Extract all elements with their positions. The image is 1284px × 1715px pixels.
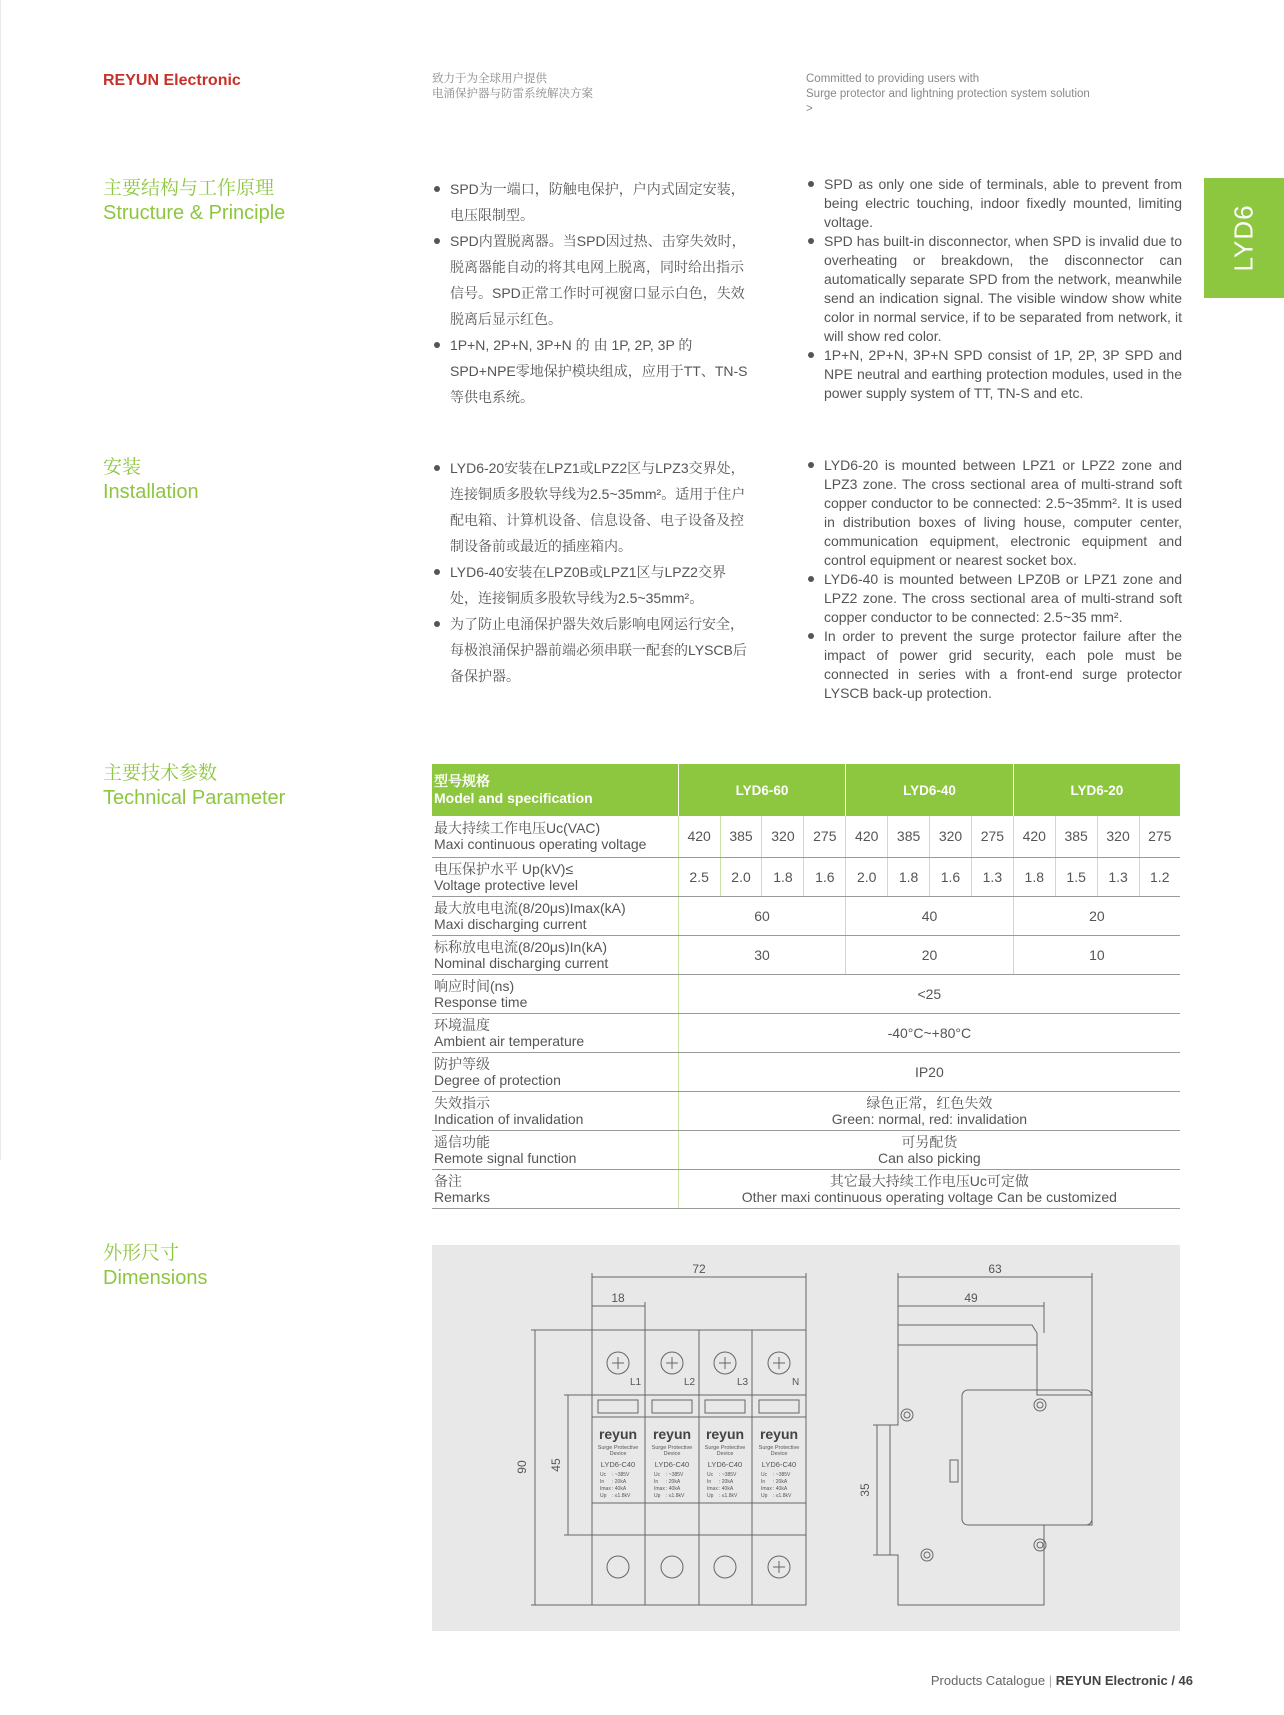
svg-text:LYD6-C40: LYD6-C40 — [761, 1460, 797, 1469]
table-cell: 1.8 — [762, 857, 804, 896]
tagline-en — [806, 72, 1090, 117]
dim-label-90: 90 — [515, 1460, 529, 1474]
table-cell — [678, 1169, 1180, 1208]
page-edge — [0, 0, 1, 1160]
table-cell — [678, 1130, 1180, 1169]
cell-text-cn: 其它最大持续工作电压Uc可定做 — [829, 1172, 1029, 1189]
table-cell: 1.5 — [1055, 857, 1097, 896]
svg-text:reyun: reyun — [652, 1426, 692, 1442]
table-cell: 30 — [678, 935, 846, 974]
row-label: 电压保护水平 Up(kV)≤ Voltage protective level — [432, 857, 678, 896]
svg-text:: ~385V: : ~385V — [666, 1472, 684, 1478]
svg-text:Device: Device — [716, 1451, 734, 1457]
pole-label: L1 — [630, 1377, 642, 1388]
row-label: 防护等级 Degree of protection — [432, 1052, 678, 1091]
table-cell: -40°C~+80°C — [678, 1013, 1180, 1052]
list-item: LYD6-40安装在LPZ0B或LPZ1区与LPZ2交界处，连接铜质多股软导线为2.5~35mm²。 — [432, 559, 752, 611]
section-installation-title — [103, 456, 199, 504]
svg-text:: ~385V: : ~385V — [773, 1472, 791, 1478]
table-row-remote — [432, 1130, 1180, 1169]
list-item: SPD as only one side of terminals, able to prevent from being electric touching, indoor fixedly mounted, limiting voltage. — [806, 175, 1182, 232]
section-technical-title — [103, 762, 285, 810]
section-structure-title — [103, 177, 285, 225]
structure-list-en — [806, 175, 1182, 403]
table-cell: 2.5 — [678, 857, 720, 896]
svg-text:: 40kA: : 40kA — [612, 1486, 627, 1492]
table-cell: 385 — [1055, 816, 1097, 857]
svg-text:In: In — [707, 1479, 712, 1485]
dim-label-63: 63 — [988, 1262, 1002, 1276]
svg-text:: ~385V: : ~385V — [612, 1472, 630, 1478]
table-cell: 1.3 — [1097, 857, 1139, 896]
svg-text:: 20kA: : 20kA — [666, 1479, 681, 1485]
table-cell — [678, 1091, 1180, 1130]
table-cell: 1.6 — [930, 857, 972, 896]
svg-text:Uc: Uc — [600, 1472, 607, 1478]
installation-list-cn — [432, 455, 752, 689]
side-tab-label: LYD6 — [1228, 204, 1259, 272]
brand-name: REYUN Electronic — [103, 72, 241, 89]
list-item: LYD6-20 is mounted between LPZ1 or LPZ2 zone and LPZ3 zone. The cross sectional area of multi-strand soft copper conductor to be connected: 2.5~35mm². It is used in distribution boxes of living house, computer center, communication equipment, electronic equipment and control equipment or nearest socket box. — [806, 456, 1182, 570]
section-title-cn: 外形尺寸 — [103, 1243, 180, 1264]
tagline-cn — [432, 72, 593, 102]
svg-text:In: In — [654, 1479, 659, 1485]
table-cell: 320 — [930, 816, 972, 857]
svg-text:Surge Protective: Surge Protective — [758, 1445, 800, 1451]
svg-text:: ≤1.8kV: : ≤1.8kV — [719, 1493, 738, 1499]
table-cell: 1.8 — [1013, 857, 1055, 896]
section-title-en: Installation — [103, 481, 199, 503]
cell-text-cn: 绿色正常，红色失效 — [866, 1094, 993, 1111]
svg-text:Surge Protective: Surge Protective — [704, 1445, 746, 1451]
footer-page-number: / 46 — [1171, 1673, 1193, 1688]
structure-list-cn — [432, 176, 752, 410]
cell-text-cn: 可另配货 — [901, 1133, 958, 1150]
svg-text:: ~385V: : ~385V — [719, 1472, 737, 1478]
pole-label: L3 — [737, 1377, 749, 1388]
page-footer — [931, 1673, 1193, 1688]
svg-text:Surge Protective: Surge Protective — [597, 1445, 639, 1451]
section-title-en: Dimensions — [103, 1267, 208, 1289]
table-cell: 385 — [720, 816, 762, 857]
section-title-en: Structure & Principle — [103, 202, 286, 224]
svg-text:Uc: Uc — [654, 1472, 661, 1478]
svg-text:Imax: Imax — [600, 1486, 611, 1492]
cell-text-en: Can also picking — [877, 1149, 981, 1166]
svg-text:reyun: reyun — [598, 1426, 638, 1442]
table-row-in — [432, 935, 1180, 974]
table-row-response — [432, 974, 1180, 1013]
svg-text:: 20kA: : 20kA — [773, 1479, 788, 1485]
table-cell: 20 — [846, 935, 1014, 974]
svg-text:reyun: reyun — [705, 1426, 745, 1442]
spec-header-row — [432, 764, 1180, 816]
table-row-uc — [432, 816, 1180, 857]
section-title-cn: 主要结构与工作原理 — [103, 178, 275, 199]
svg-text:reyun: reyun — [759, 1426, 799, 1442]
table-cell: 2.0 — [720, 857, 762, 896]
table-cell: 2.0 — [846, 857, 888, 896]
svg-text:Surge Protective: Surge Protective — [651, 1445, 693, 1451]
row-label: 最大放电电流(8/20μs)Imax(kA) Maxi discharging current — [432, 896, 678, 935]
table-cell: 385 — [888, 816, 930, 857]
list-item: SPD has built-in disconnector, when SPD is invalid due to overheating or breakdown, the disconnector can automatically separate SPD from the network, meanwhile send an indication signal. The visible window show white color in normal service, if to be separated from network, it will show red color. — [806, 232, 1182, 346]
table-cell: 320 — [1097, 816, 1139, 857]
svg-text:LYD6-C40: LYD6-C40 — [600, 1460, 636, 1469]
table-cell: 275 — [804, 816, 846, 857]
svg-text:: ≤1.8kV: : ≤1.8kV — [666, 1493, 685, 1499]
svg-text:Imax: Imax — [761, 1486, 772, 1492]
table-row-temp — [432, 1013, 1180, 1052]
list-item: 1P+N, 2P+N, 3P+N 的 由 1P, 2P, 3P 的 SPD+NPE零地保护模块组成，应用于TT、TN-S等供电系统。 — [432, 332, 752, 410]
table-cell: 1.3 — [971, 857, 1013, 896]
section-title-cn: 安装 — [103, 457, 142, 478]
side-view-outline — [890, 1325, 1092, 1605]
footer-separator: | — [1048, 1673, 1056, 1688]
tagline-cn-line: 电涌保护器与防雷系统解决方案 — [432, 88, 593, 100]
table-row-up — [432, 857, 1180, 896]
list-item: 为了防止电涌保护器失效后影响电网运行安全，每极浪涌保护器前端必须串联一配套的LYSCB后备保护器。 — [432, 611, 752, 689]
list-item: SPD内置脱离器。当SPD因过热、击穿失效时，脱离器能自动的将其电网上脱离，同时给出指示信号。SPD正常工作时可视窗口显示白色，失效脱离后显示红色。 — [432, 228, 752, 332]
model-header: LYD6-40 — [846, 764, 1014, 816]
table-cell: <25 — [678, 974, 1180, 1013]
tagline-cn-line: 致力于为全球用户提供 — [432, 73, 547, 85]
svg-text:: ≤1.8kV: : ≤1.8kV — [612, 1493, 631, 1499]
svg-text:Up: Up — [654, 1493, 661, 1499]
tagline-en-line: Committed to providing users with — [806, 73, 980, 85]
table-row-indication — [432, 1091, 1180, 1130]
list-item: 1P+N, 2P+N, 3P+N SPD consist of 1P, 2P, 3P SPD and NPE neutral and earthing protection modules, used in the power supply system of TT, TN-S and etc. — [806, 346, 1182, 403]
svg-text:: 40kA: : 40kA — [666, 1486, 681, 1492]
footer-brand: REYUN Electronic — [1055, 1673, 1168, 1688]
side-tab — [1204, 178, 1284, 298]
svg-text:Uc: Uc — [707, 1472, 714, 1478]
svg-text:LYD6-C40: LYD6-C40 — [707, 1460, 743, 1469]
svg-text:Imax: Imax — [707, 1486, 718, 1492]
spec-header-label-cn: 型号规格 — [434, 773, 490, 789]
table-row-remarks — [432, 1169, 1180, 1208]
footer-catalogue: Products Catalogue — [930, 1673, 1046, 1688]
dim-label-49: 49 — [964, 1291, 978, 1305]
pole-label: N — [792, 1377, 800, 1388]
row-label: 失效指示 Indication of invalidation — [432, 1091, 678, 1130]
table-cell: 20 — [1013, 896, 1180, 935]
dim-label-18: 18 — [611, 1291, 625, 1305]
table-cell: 1.6 — [804, 857, 846, 896]
tagline-en-arrow: > — [806, 103, 813, 115]
svg-text:Device: Device — [663, 1451, 681, 1457]
table-cell: 420 — [678, 816, 720, 857]
table-cell: 275 — [971, 816, 1013, 857]
row-label: 环境温度 Ambient air temperature — [432, 1013, 678, 1052]
pole-label: L2 — [684, 1377, 696, 1388]
table-row-imax — [432, 896, 1180, 935]
section-title-cn: 主要技术参数 — [103, 763, 218, 784]
list-item: In order to prevent the surge protector failure after the impact of power grid security, each pole must be connected in series with a front-end surge protector LYSCB back-up protection. — [806, 627, 1182, 703]
table-row-protection — [432, 1052, 1180, 1091]
installation-list-en — [806, 456, 1182, 703]
row-label: 最大持续工作电压Uc(VAC) Maxi continuous operating voltage — [432, 816, 678, 857]
dim-label-45: 45 — [549, 1458, 563, 1472]
table-cell: 10 — [1013, 935, 1180, 974]
svg-text:Up: Up — [707, 1493, 714, 1499]
svg-text:Up: Up — [761, 1493, 768, 1499]
svg-text:Up: Up — [600, 1493, 607, 1499]
table-cell: 40 — [846, 896, 1014, 935]
svg-text:: 40kA: : 40kA — [719, 1486, 734, 1492]
row-label: 响应时间(ns) Response time — [432, 974, 678, 1013]
row-label: 遥信功能 Remote signal function — [432, 1130, 678, 1169]
svg-text:: ≤1.8kV: : ≤1.8kV — [773, 1493, 792, 1499]
dimension-drawing-svg — [432, 1245, 1180, 1631]
model-header: LYD6-20 — [1013, 764, 1180, 816]
list-item: LYD6-40 is mounted between LPZ0B or LPZ1 zone and LPZ2 zone. The cross sectional area of multi-strand soft copper conductor to be connected: 2.5~35 mm². — [806, 570, 1182, 627]
section-title-en: Technical Parameter — [103, 787, 286, 809]
table-cell: 60 — [678, 896, 846, 935]
section-dimensions-title — [103, 1242, 207, 1290]
svg-text:Imax: Imax — [654, 1486, 665, 1492]
table-cell: 420 — [1013, 816, 1055, 857]
svg-text:In: In — [600, 1479, 605, 1485]
table-cell: 1.2 — [1139, 857, 1180, 896]
row-label: 标称放电电流(8/20μs)In(kA) Nominal discharging current — [432, 935, 678, 974]
svg-text:: 20kA: : 20kA — [612, 1479, 627, 1485]
dim-label-35: 35 — [858, 1483, 872, 1497]
tagline-en-line: Surge protector and lightning protection system solution — [806, 88, 1090, 100]
svg-text:Device: Device — [609, 1451, 627, 1457]
row-label: 备注 Remarks — [432, 1169, 678, 1208]
svg-text:: 20kA: : 20kA — [719, 1479, 734, 1485]
svg-text:Uc: Uc — [761, 1472, 768, 1478]
svg-text:LYD6-C40: LYD6-C40 — [654, 1460, 690, 1469]
svg-text:Device: Device — [770, 1451, 788, 1457]
model-header: LYD6-60 — [678, 764, 846, 816]
cell-text-en: Green: normal, red: invalidation — [831, 1110, 1028, 1127]
table-cell: 320 — [762, 816, 804, 857]
spec-table — [432, 764, 1180, 1209]
svg-text:In: In — [761, 1479, 766, 1485]
table-cell: 275 — [1139, 816, 1180, 857]
cell-text-en: Other maxi continuous operating voltage Can be customized — [741, 1188, 1117, 1205]
spec-header-label — [432, 764, 678, 816]
table-cell: IP20 — [678, 1052, 1180, 1091]
table-cell: 1.8 — [888, 857, 930, 896]
table-cell: 420 — [846, 816, 888, 857]
dimension-drawing — [432, 1245, 1180, 1631]
list-item: LYD6-20安装在LPZ1或LPZ2区与LPZ3交界处，连接铜质多股软导线为2.5~35mm²。适用于住户配电箱、计算机设备、信息设备、电子设备及控制设备前或最近的插座箱内。 — [432, 455, 752, 559]
list-item: SPD为一端口，防触电保护，户内式固定安装，电压限制型。 — [432, 176, 752, 228]
dim-label-72: 72 — [692, 1262, 706, 1276]
svg-text:: 40kA: : 40kA — [773, 1486, 788, 1492]
spec-header-label-en: Model and specification — [434, 790, 593, 806]
